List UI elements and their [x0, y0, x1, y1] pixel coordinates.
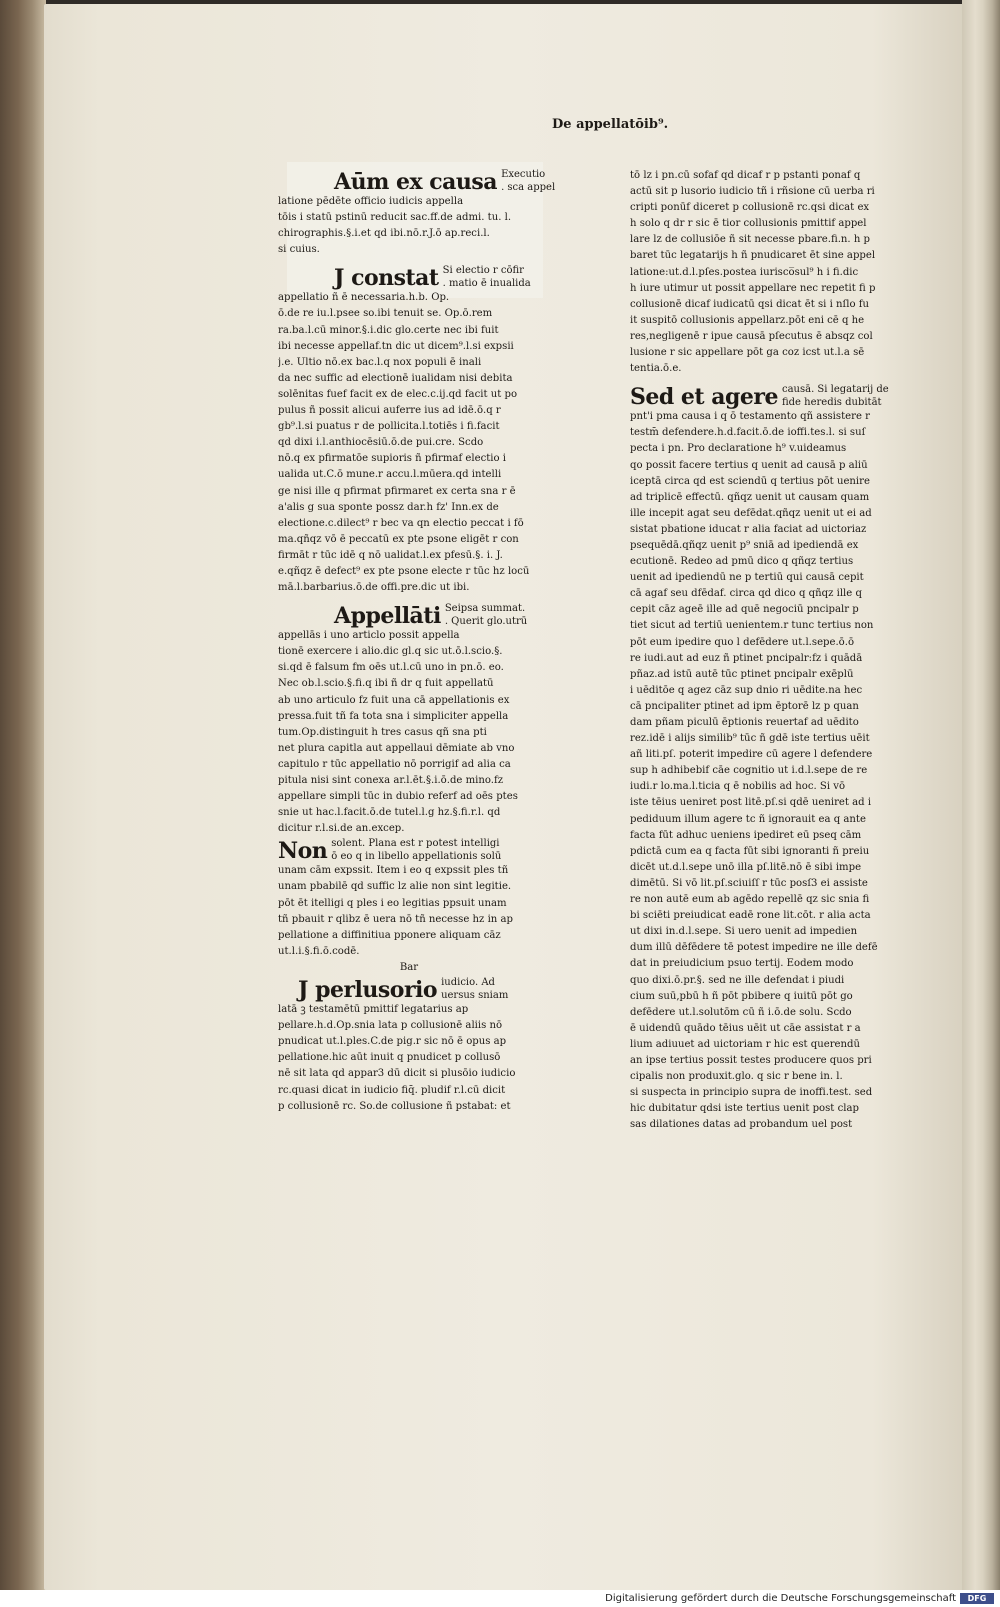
lemma-heading [278, 168, 556, 195]
text-line: dum illū dēfēdere tē potest impedire ne ille defē [630, 942, 878, 954]
text-line: rez.idē i alijs similib⁹ tūc ñ gdē iste tertius uēit [630, 733, 870, 745]
text-line: tō lz i pn.cū sofaf qd dicaf r p pstanti ponaf q [630, 170, 861, 181]
sidenote-line: Si electio r cōfir [442, 265, 524, 277]
text-line: dat in preiudicium psuo tertij. Eodem modo [630, 958, 854, 970]
text-line: pellare.h.d.Op.snia lata p collusionē aliis nō [278, 1020, 503, 1032]
text-line: dicitur r.l.si.de an.excep. [278, 823, 405, 835]
left-page-edges [0, 0, 46, 1590]
text-line: gb⁹.l.si puatus r de pollicita.l.totiēs i fi.facit [278, 421, 500, 433]
sidenote-line: uersus sniam [441, 990, 509, 1002]
lemma-word: J perlusorio [298, 977, 438, 1004]
lemma-sidenote [441, 976, 508, 1002]
text-line: pdictā cum ea q facta fūt sibi ignoranti ñ preiu [630, 845, 870, 857]
text-line: j.e. Ultio nō.ex bac.l.q nox populi ē inali [278, 356, 482, 368]
text-line: mā.l.barbarius.ō.de offi.pre.dic ut ibi. [278, 582, 470, 594]
text-line: tionē exercere i alio.dic gl.q sic ut.ō.l.scio.§. [278, 646, 503, 658]
text-line: net plura capitla aut appellaui dēmiate ab vno [278, 742, 515, 754]
sidenote-line: . sca appel [501, 182, 556, 193]
text-line: tentia.ō.e. [630, 363, 682, 375]
text-line: pōt eum ipedire quo l defēdere ut.l.sepe.ō.ō [630, 636, 855, 648]
sidenote-line: . matio ē inualida [442, 278, 531, 290]
text-line: uenit ad ipediendū ne p tertiū qui causā cepit [630, 572, 864, 584]
text-line: lium adiuuet ad uictoriam r hic est querendū [630, 1038, 860, 1050]
text-line: ut.l.i.§.fi.ō.codē. [278, 945, 360, 957]
lemma-heading [278, 602, 540, 628]
text-line: pnt'i pma causa i q ō testamento qñ assistere r [630, 411, 870, 423]
lemma-word: Non [278, 838, 328, 865]
gloss-block [278, 290, 540, 596]
text-line: firmāt r tūc idē q nō ualidat.l.ex pfesū.§. i. J. [278, 549, 503, 561]
text-line: psequēdā.qñqz uenit p⁹ sniā ad ipediendā ex [630, 539, 859, 551]
text-line: pōt ēt itelligi q ples i eo legitias ppsuit unam [278, 897, 507, 909]
text-line: testm̄ defendere.h.d.facit.ō.de ioffi.tes.l. si suſ [630, 427, 866, 439]
text-line: baret tūc legatarijs h ñ pnudicaret ēt sine appel [630, 250, 876, 262]
text-line: dimētū. Si vō lit.pſ.sciuiſſ r tūc posſ3 ei assiste [630, 877, 868, 889]
text-line: si suspecta in principio supra de inoffi.test. sed [630, 1087, 873, 1099]
text-line: sup h adhibebif cāe cognitio ut i.d.l.sepe de re [630, 765, 868, 777]
text-line: sas dilationes datas ad probandum uel post [630, 1119, 853, 1131]
text-line: ra.ba.l.cū minor.§.i.dic glo.certe nec ibi fuit [278, 324, 499, 336]
text-line: h solo q dr r sic ē tior collusionis pmittif appel [630, 218, 867, 230]
gloss-block [278, 628, 540, 837]
text-line: h iure utimur ut possit appellare nec repetit fi p [630, 282, 876, 294]
lemma-sidenote [501, 168, 555, 194]
text-line: pecta i pn. Pro declaratione h⁹ v.uideamus [630, 443, 847, 455]
text-line: ab uno articulo fz fuit una cā appellationis ex [278, 694, 510, 706]
sidenote-line: causā. Si legatarij de [781, 384, 889, 396]
text-line: sistat pbatione iducat r alia faciat ad uictoriaz [630, 523, 867, 535]
text-line: ecutionē. Redeo ad pmū dico q qñqz tertius [630, 556, 854, 568]
lemma-heading [278, 976, 540, 1002]
text-line: ō.de re iu.l.psee so.ibi tenuit se. Op.ō.rem [278, 308, 493, 320]
text-line: unam pbabilē qd suffic lz alie non sint legitie. [278, 881, 512, 893]
gloss-block [630, 409, 880, 1133]
text-line: tiet sicut ad tertiū uenientem.r tunc tertius non [630, 620, 874, 632]
text-line: chirographis.§.i.et qd ibi.nō.r.J.ō ap.reci.l. [278, 228, 490, 240]
text-line: pellatione a diffinitiua pponere aliquam cāz [278, 929, 501, 941]
text-line: snie ut hac.l.facit.ō.de tutel.l.g hz.§.fi.r.l. qd [278, 807, 501, 819]
text-line: qo possit facere tertius q uenit ad causā p aliū [630, 459, 868, 471]
text-line: ē uidendū quādo tēius uēit ut cāe assistat r a [630, 1022, 861, 1034]
text-line: qd dixi i.l.anthiocēsiū.ō.de pui.cre. Scdo [278, 437, 484, 449]
text-line: pulus ñ possit alicui auferre ius ad idē.ō.q r [278, 405, 501, 417]
footer-bar [0, 1590, 1000, 1607]
text-line: latione:ut.d.l.pſes.postea iurisco̅sul⁹ h i fi.dic [630, 266, 859, 278]
text-line: tum.Op.distinguit h tres casus qñ sna pti [278, 726, 487, 738]
lemma-sidenote [782, 383, 889, 409]
text-line: solēnitas fuef facit ex de elec.c.ij.qd facit ut po [278, 388, 518, 400]
running-head: De appellatōib⁹. [552, 117, 669, 132]
lemma-word: J constat [334, 265, 439, 292]
text-line: electione.c.dilect⁹ r bec va qn electio peccat i fō [278, 517, 524, 529]
text-line: appellās i uno articlo possit appella [278, 630, 460, 642]
sidenote-line: iudicio. Ad [441, 977, 495, 989]
lemma-word: Aūm ex causa [334, 169, 498, 195]
lemma-word: Sed et agere [630, 384, 778, 411]
right-fore-edge [962, 0, 1000, 1590]
text-line: it suspitō collusionis appellarz.pōt eni cē q he [630, 314, 865, 326]
text-line: re iudi.aut ad euz ñ ptinet pncipalr:fz i quādā [630, 652, 863, 664]
text-line: ibi necesse appellaf.tn dic ut dicem⁹.l.si expsii [278, 340, 514, 352]
text-line: tñ pbauit r qlibz ē uera nō tñ necesse hz in ap [278, 913, 513, 925]
text-line: iceptā circa qd est sciendū q tertius pōt uenire [630, 475, 870, 487]
sidenote-line: Seipsa summat. [444, 603, 526, 615]
text-line: defēdere ut.l.solutōm cū ñ i.ō.de solu. Scdo [630, 1006, 852, 1018]
lemma-heading [278, 837, 540, 863]
text-line: bi sciēti preiudicat eadē rone lit.cōt. r alia acta [630, 910, 871, 922]
text-line: ille incepit agat seu defēdat.qñqz uenit ut ei ad [630, 507, 872, 519]
sidenote-line: . Querit glo.utrū [444, 616, 528, 628]
text-line: rc.quasi dicat in iudicio fiq̄. pludif r.l.cū dicit [278, 1084, 506, 1096]
text-line: appellare simpli tūc in dubio referf ad oēs ptes [278, 791, 518, 803]
text-line: res,negligenē r ipue causā pſecutus ē absqz col [630, 330, 873, 342]
text-line: an ipse tertius possit testes producere quos pri [630, 1054, 872, 1066]
text-line: collusionē dicaf iudicatū qsi dicat ēt si i nſlo fu [630, 298, 869, 310]
right-column [630, 168, 889, 1133]
lemma-sidenote [443, 264, 531, 290]
text-line: capitulo r tūc appellatio nō porrigif ad alia ca [278, 758, 511, 770]
text-line: da nec suffic ad electionē iualidam nisi debita [278, 372, 513, 384]
text-line: a'alis g sua sponte possz dar.h fz' Inn.ex de [278, 501, 499, 513]
text-line: nō.q ex pfirmatōe supioris ñ pfirmaf electio i [278, 453, 507, 465]
lemma-word: Appellāti [334, 603, 441, 630]
text-line: nē sit lata qd appar3 dū dicit si plusōio iudicio [278, 1068, 516, 1080]
lemma-heading [278, 264, 540, 290]
text-line: pñaz.ad istū autē tūc ptinet pncipalr exēplū [630, 668, 854, 680]
text-line: unam cām expssit. Item i eo q expssit ples tñ [278, 865, 509, 877]
funding-notice: Digitalisierung gefördert durch die Deutsche Forschungsgemeinschaft [605, 1593, 956, 1604]
lemma-sidenote [331, 837, 501, 863]
text-line: lare lz de collusiōe ñ sit necesse pbare.fi.n. h p [630, 234, 871, 246]
text-line: cripti ponūf diceret p collusionē rc.qsi dicat ex [630, 202, 870, 214]
text-line: iudi.r lo.ma.l.ticia q ē nobilis ad hoc. Si vō [630, 781, 846, 793]
text-line: pediduum illum agere tc ñ ignorauit ea q ante [630, 813, 866, 825]
text-line: iste tēius ueniret post litē.pſ.si qdē ueniret ad i [630, 797, 872, 809]
text-line: si cuius. [278, 244, 320, 256]
text-line: quo dixi.ō.pr.§. sed ne ille defendat i piudi [630, 974, 845, 986]
text-line: dam pñam piculū ēptionis reuertaf ad uēdito [630, 717, 859, 728]
text-line: ualida ut.C.ō mune.r accu.l.mūera.qd intelli [278, 469, 502, 481]
sidenote-line: solent. Plana est r potest intelligi [331, 838, 500, 850]
text-line: si.qd ē falsum fm oēs ut.l.cū uno in pn.ō. eo. [278, 662, 504, 674]
sidenote-line: ō eo q in libello appellationis solū [331, 851, 502, 863]
text-line: cepit cāz ageē ille ad quē negociū pncipalr p [630, 604, 859, 616]
text-line: ge nisi ille q pfirmat pfirmaret ex certa sna r ē [278, 485, 516, 497]
gloss-block [630, 168, 880, 377]
text-line: lusione r sic appellare pōt ga coz icst ut.l.a sē [630, 347, 865, 359]
text-line: actū sit p lusorio iudicio tñ i rñsione cū uerba ri [630, 186, 875, 198]
sidenote-line: Executio [501, 169, 546, 180]
text-line: añ liti.pſ. poterit impedire cū agere l defendere [630, 749, 873, 761]
text-line: hic dubitatur qdsi iste tertius uenit post clap [630, 1103, 859, 1115]
text-line: pitula nisi sint conexa ar.l.ēt.§.i.ō.de mino.fz [278, 775, 504, 786]
text-line: e.qñqz ē defect⁹ ex pte psone electe r tūc hz locū [278, 565, 530, 577]
text-line: latā ꝫ testamētū pmittif legatarius ap [278, 1004, 469, 1016]
text-line: ad triplicē effectū. qñqz uenit ut causam quam [630, 491, 870, 503]
text-line: ma.qñqz vō ē peccatū ex pte psone eligēt r con [278, 533, 519, 545]
text-line: cā pncipaliter ptinet ad ipm ēptorē lz p quan [630, 700, 859, 712]
text-line: dicēt ut.d.l.sepe unō illa pſ.litē.nō ē sibi impe [630, 861, 862, 873]
text-line: latione pēdēte officio iudicis appella [278, 196, 464, 207]
text-line: Nec ob.l.scio.§.fi.q ibi ñ dr q fuit appellatū [278, 678, 494, 690]
text-line: cā agaf seu dfēdaf. circa qd dico q qñqz ille q [630, 588, 862, 600]
gloss-block [278, 863, 540, 960]
text-line: ut dixi in.d.l.sepe. Si uero uenit ad impedien [630, 926, 858, 938]
gloss-block [278, 194, 540, 258]
text-line: pnudicat ut.l.ples.C.de pig.r sic nō ē opus ap [278, 1036, 507, 1048]
text-line: cipalis non produxit.glo. q sic r bene in. l. [630, 1071, 843, 1083]
text-line: pellatione.hic aūt inuit q pnudicet p collusō [278, 1052, 501, 1064]
text-line: p collusionē rc. So.de collusione ñ pstabat: et [278, 1100, 511, 1112]
text-line: cium suū,pbū h ñ pōt pbibere q iuitū pōt go [630, 990, 853, 1002]
lemma-heading [630, 383, 889, 411]
dfg-logo: DFG [960, 1593, 994, 1604]
sidenote-line: fide heredis dubitāt [781, 397, 882, 409]
text-line: pressa.fuit tñ fa tota sna i simpliciter appella [278, 710, 509, 722]
text-line: appellatio ñ ē necessaria.h.b. Op. [278, 292, 450, 304]
text-line: facta fūt adhuc ueniens ipediret eū pseq cām [630, 829, 862, 841]
text-line: re non autē eum ab agēdo repellē qz sic snia fi [630, 894, 870, 906]
left-column [278, 168, 556, 1115]
text-line: i uēditōe q agez cāz sup dnio ri uēdite.na hec [630, 684, 863, 696]
gloss-block [278, 1002, 540, 1115]
lemma-sidenote [445, 602, 527, 628]
gloss-author: Bar [399, 961, 419, 973]
text-line: tōis i statū pstinū reducit sac.ff.de admi. tu. l. [278, 212, 512, 224]
